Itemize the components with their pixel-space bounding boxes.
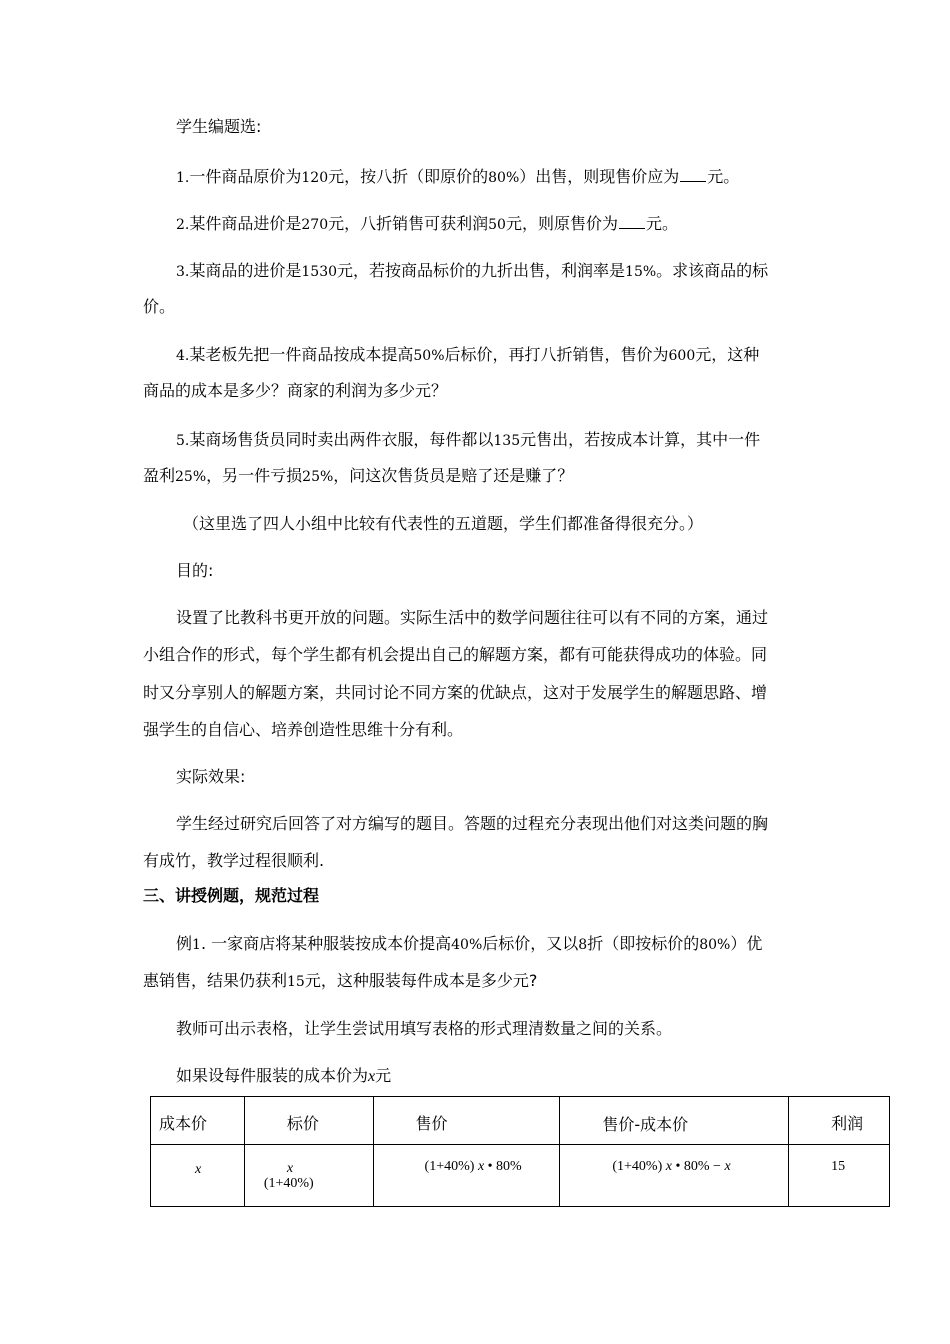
teacher-note: 教师可出示表格，让学生尝试用填写表格的形式理清数量之间的关系。	[176, 1019, 673, 1038]
table-header-cell: 利润	[789, 1097, 890, 1145]
table-header-cell: 售价	[373, 1097, 560, 1145]
problem-number: 1.	[176, 170, 190, 186]
answer-blank	[680, 166, 706, 182]
problem-4-line-2: 商品的成本是多少？商家的利润为多少元？	[143, 381, 448, 400]
effect-line-2: 有成竹，教学过程很顺利.	[143, 851, 325, 870]
problem-number: 5.	[176, 433, 190, 449]
effect-line-1: 学生经过研究后回答了对方编写的题目。答题的过程充分表现出他们对这类问题的胸	[176, 814, 769, 833]
problem-5-line-2: 盈利25%，另一件亏损25%，问这次售货员是赔了还是赚了？	[143, 466, 574, 485]
problem-number: 4.	[176, 348, 190, 364]
table-cell-cost: x	[151, 1145, 245, 1207]
purpose-line-4: 强学生的自信心、培养创造性思维十分有利。	[143, 720, 464, 739]
problem-1: 1.一件商品原价为120元，按八折（即原价的80%）出售，则现售价应为 元。	[176, 167, 740, 186]
problem-2: 2.某件商品进价是270元，八折销售可获利润50元，则原售价为 元。	[176, 214, 678, 233]
assumption: 如果设每件服装的成本价为x元	[176, 1066, 392, 1085]
problem-4-line-1: 4.某老板先把一件商品按成本提高50%后标价，再打八折销售，售价为600元，这种	[176, 345, 760, 364]
answer-blank	[619, 213, 645, 229]
effect-label: 实际效果:	[176, 767, 246, 786]
table-header-cell: 标价	[244, 1097, 373, 1145]
section-heading: 三、讲授例题，规范过程	[143, 886, 320, 905]
selection-note: （这里选了四人小组中比较有代表性的五道题，学生们都准备得很充分。）	[183, 514, 704, 533]
table-cell-profit: 15	[789, 1145, 890, 1207]
table-header-cell: 售价-成本价	[560, 1097, 789, 1145]
purpose-line-2: 小组合作的形式，每个学生都有机会提出自己的解题方案，都有可能获得成功的体验。同	[143, 645, 768, 664]
table-row	[151, 1145, 890, 1207]
problem-3-line-2: 价。	[143, 297, 176, 316]
problem-3-line-1: 3.某商品的进价是1530元，若按商品标价的九折出售，利润率是15%。求该商品的标	[176, 261, 769, 280]
purpose-label: 目的:	[176, 561, 214, 580]
example-line-2: 惠销售，结果仍获利15元，这种服装每件成本是多少元?	[143, 971, 538, 990]
section-intro: 学生编题选:	[176, 117, 262, 136]
table-cell-sale-price: (1+40%) x • 80%	[373, 1145, 560, 1207]
problem-number: 2.	[176, 217, 190, 233]
problem-number: 3.	[176, 264, 190, 280]
table-header-row	[151, 1097, 890, 1145]
purpose-line-3: 时又分享别人的解题方案，共同讨论不同方案的优缺点，这对于发展学生的解题思路、增	[143, 683, 768, 702]
purpose-line-1: 设置了比教科书更开放的问题。实际生活中的数学问题往往可以有不同的方案，通过	[176, 608, 769, 627]
quantity-table	[150, 1096, 890, 1207]
table-cell-marked-price: x (1+40%)	[244, 1145, 373, 1207]
example-line-1: 例1. 一家商店将某种服装按成本价提高40%后标价，又以8折（即按标价的80%）优	[176, 934, 763, 953]
table-header-cell: 成本价	[151, 1097, 245, 1145]
problem-5-line-1: 5.某商场售货员同时卖出两件衣服，每件都以135元售出，若按成本计算，其中一件	[176, 430, 761, 449]
table-cell-difference: (1+40%) x • 80% − x	[560, 1145, 789, 1207]
